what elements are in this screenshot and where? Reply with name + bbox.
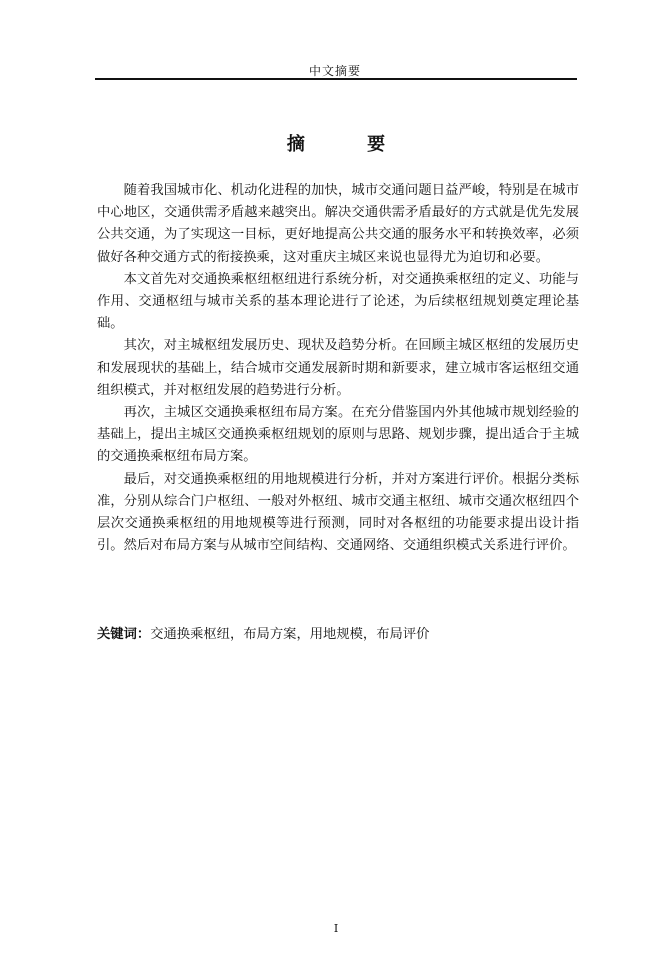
keywords-line — [97, 624, 579, 646]
header-rule — [95, 78, 577, 80]
abstract-paragraph-2: 本文首先对交通换乘枢纽枢纽进行系统分析，对交通换乘枢纽的定义、功能与作用、交通枢纽与城市关系的基本理论进行了论述，为后续枢纽规划奠定理论基础。 — [97, 271, 579, 332]
abstract-paragraph-1: 随着我国城市化、机动化进程的加快，城市交通问题日益严峻，特别是在城市中心地区，交通供需矛盾越来越突出。解决交通供需矛盾最好的方式就是优先发展公共交通，为了实现这一目标，更好地提高公共交通的服务水平和转换效率，必须做好各种交通方式的衔接换乘，这对重庆主城区来说也显得尤为迫切和必要。 — [97, 183, 579, 265]
abstract-paragraph-3: 其次，对主城枢纽发展历史、现状及趋势分析。在回顾主城区枢纽的发展历史和发展现状的基础上，结合城市交通发展新时期和新要求，建立城市客运枢纽交通组织模式，并对枢纽发展的趋势进行分析。 — [97, 338, 579, 398]
abstract-paragraph-4: 再次，主城区交通换乘枢纽布局方案。在充分借鉴国内外其他城市规划经验的基础上，提出主城区交通换乘枢纽规划的原则与思路、规划步骤，提出适合于主城的交通换乘枢纽布局方案。 — [97, 405, 579, 465]
keywords-value: 交通换乘枢纽，布局方案，用地规模，布局评价 — [150, 627, 430, 642]
abstract-body — [97, 180, 579, 557]
abstract-title: 摘 要 — [286, 134, 414, 155]
keywords-label: 关键词： — [97, 627, 151, 642]
running-header: 中文摘要 — [308, 64, 361, 78]
page-number: I — [333, 922, 339, 935]
abstract-paragraph-5: 最后，对交通换乘枢纽的用地规模进行分析，并对方案进行评价。根据分类标准，分别从综合门户枢纽、一般对外枢纽、城市交通主枢纽、城市交通次枢纽四个层次交通换乘枢纽的用地规模等进行预测，同时对各枢纽的功能要求提出设计指引。然后对布局方案与从城市空间结构、交通网络、交通组织模式关系进行评价。 — [97, 471, 579, 554]
